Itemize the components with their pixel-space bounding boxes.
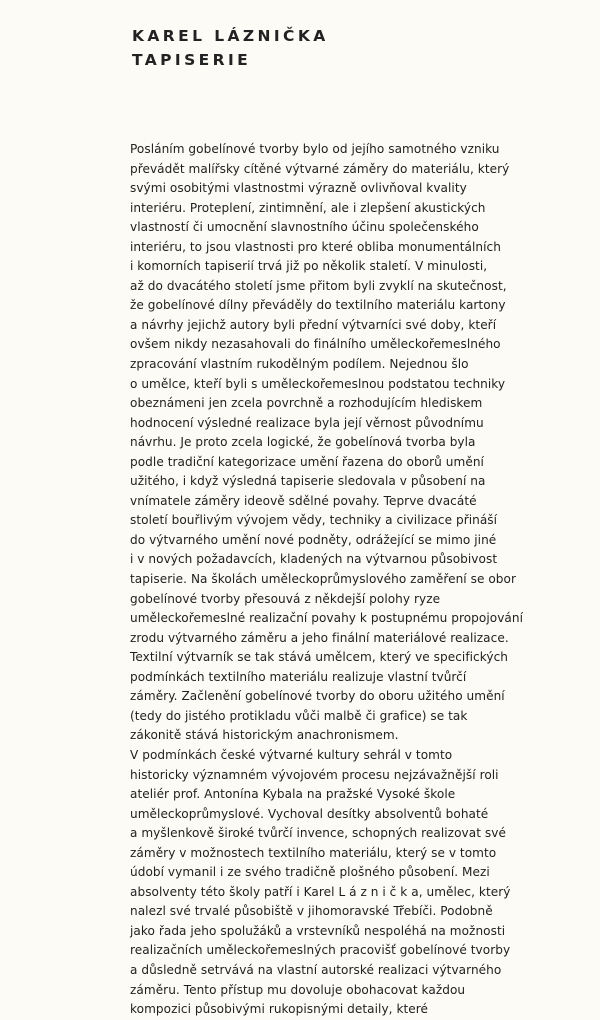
text-line: interiéru, to jsou vlastnosti pro které obliba monumentálních <box>130 239 501 254</box>
text-line: údobí vymanil i ze svého tradičně plošného působení. Mezi <box>130 865 490 880</box>
text-line: zrodu výtvarného záměru a jeho finální materiálové realizace. <box>130 630 509 645</box>
text-line: záměru. Tento přístup mu dovoluje obohacovat každou <box>130 982 466 997</box>
text-line: návrhu. Je proto zcela logické, že gobelínová tvorba byla <box>130 435 476 450</box>
text-line: století bouřlivým vývojem vědy, techniky a civilizace přináší <box>130 513 498 528</box>
text-line: zákonitě stává historickým anachronismem. <box>130 728 399 743</box>
text-line: hodnocení výsledné realizace byla její věrnost původnímu <box>130 415 484 430</box>
text-line: nalezl své trvalé působiště v jihomoravské Třebíči. Podobně <box>130 904 493 919</box>
author-name: KAREL LÁZNIČKA <box>132 27 329 45</box>
text-line: vnímatele záměry ideově sdělné povahy. Teprve dvacáté <box>130 493 477 508</box>
text-line: jako řada jeho spolužáků a vrstevníků nespoléhá na možnosti <box>130 923 506 938</box>
text-line: a návrhy jejichž autory byli přední výtvarníci své doby, kteří <box>130 317 497 332</box>
text-line: absolventy této školy patří i Karel L á z n i č k a, umělec, který <box>130 884 511 899</box>
text-line: historicky významném vývojovém procesu nejzávažnější roli <box>130 767 499 782</box>
text-line: ovšem nikdy nezasahovali do finálního uměleckořemeslného <box>130 337 501 352</box>
text-line: interiéru. Proteplení, zintimnění, ale i zlepšení akustických <box>130 200 486 215</box>
text-line: uměleckoprůmyslové. Vychoval desítky absolventů bohaté <box>130 806 489 821</box>
text-line: vlastností či umocnění slavnostního účinu společenského <box>130 220 479 235</box>
text-line: tapiserie. Na školách uměleckoprůmyslového zaměření se obor <box>130 572 516 587</box>
text-line: gobelínové tvorby přesouvá z někdejší polohy ryze <box>130 591 441 606</box>
text-line: zpracování vlastním rukodělným podílem. Nejednou šlo <box>130 357 469 372</box>
text-line: a myšlenkově široké tvůrčí invence, schopných realizovat své <box>130 826 506 841</box>
text-line: převádět malířsky cítěné výtvarné záměry do materiálu, který <box>130 161 510 176</box>
text-line: V podmínkách české výtvarné kultury sehrál v tomto <box>130 747 453 762</box>
text-line: a důsledně setrvává na vlastní autorské realizaci výtvarného <box>130 962 502 977</box>
text-line: uměleckořemeslné realizační povahy k postupnému propojování <box>130 611 524 626</box>
text-line: do výtvarného umění nové podněty, odrážející se mimo jiné <box>130 532 497 547</box>
text-line: kompozici působivými rukopisnými detaily, které <box>130 1002 429 1017</box>
heading-block <box>132 24 329 72</box>
text-line: Posláním gobelínové tvorby bylo od jejího samotného vzniku <box>130 142 500 156</box>
text-line: (tedy do jistého protikladu vůči malbě či grafice) se tak <box>130 708 468 723</box>
text-line: záměry. Začlenění gobelínové tvorby do oboru užitého umění <box>130 689 505 704</box>
text-line: záměry v možnostech textilního materiálu, který se v tomto <box>130 845 497 860</box>
text-line: podle tradiční kategorizace umění řazena do oborů umění <box>130 454 484 469</box>
text-line: že gobelínové dílny převáděly do textilního materiálu kartony <box>130 298 506 313</box>
text-line: podmínkách textilního materiálu realizuje vlastní tvůrčí <box>130 669 467 684</box>
document-title: TAPISERIE <box>132 51 252 69</box>
text-line: i komorních tapiserií trvá již po několik staletí. V minulosti, <box>130 259 488 274</box>
text-line: užitého, i když výsledná tapiserie sledovala v působení na <box>130 474 486 489</box>
text-line: obeznámeni jen zcela povrchně a rozhodujícím hlediskem <box>130 396 483 411</box>
text-line: Textilní výtvarník se tak stává umělcem, který ve specifických <box>130 650 508 665</box>
text-line: až do dvacátého století jsme přitom byli zvyklí na skutečnost, <box>130 278 507 293</box>
text-line: i v nových požadavcích, kladených na výtvarnou působivost <box>130 552 498 567</box>
body-text <box>130 140 585 1020</box>
text-line: ateliér prof. Antonína Kybala na pražské Vysoké škole <box>130 787 456 802</box>
text-line: svými osobitými vlastnostmi výrazně ovlivňoval kvality <box>130 181 467 196</box>
text-line: realizačních uměleckořemeslných pracovišť gobelínové tvorby <box>130 943 511 958</box>
text-line: o umělce, kteří byli s uměleckořemeslnou podstatou techniky <box>130 376 506 391</box>
